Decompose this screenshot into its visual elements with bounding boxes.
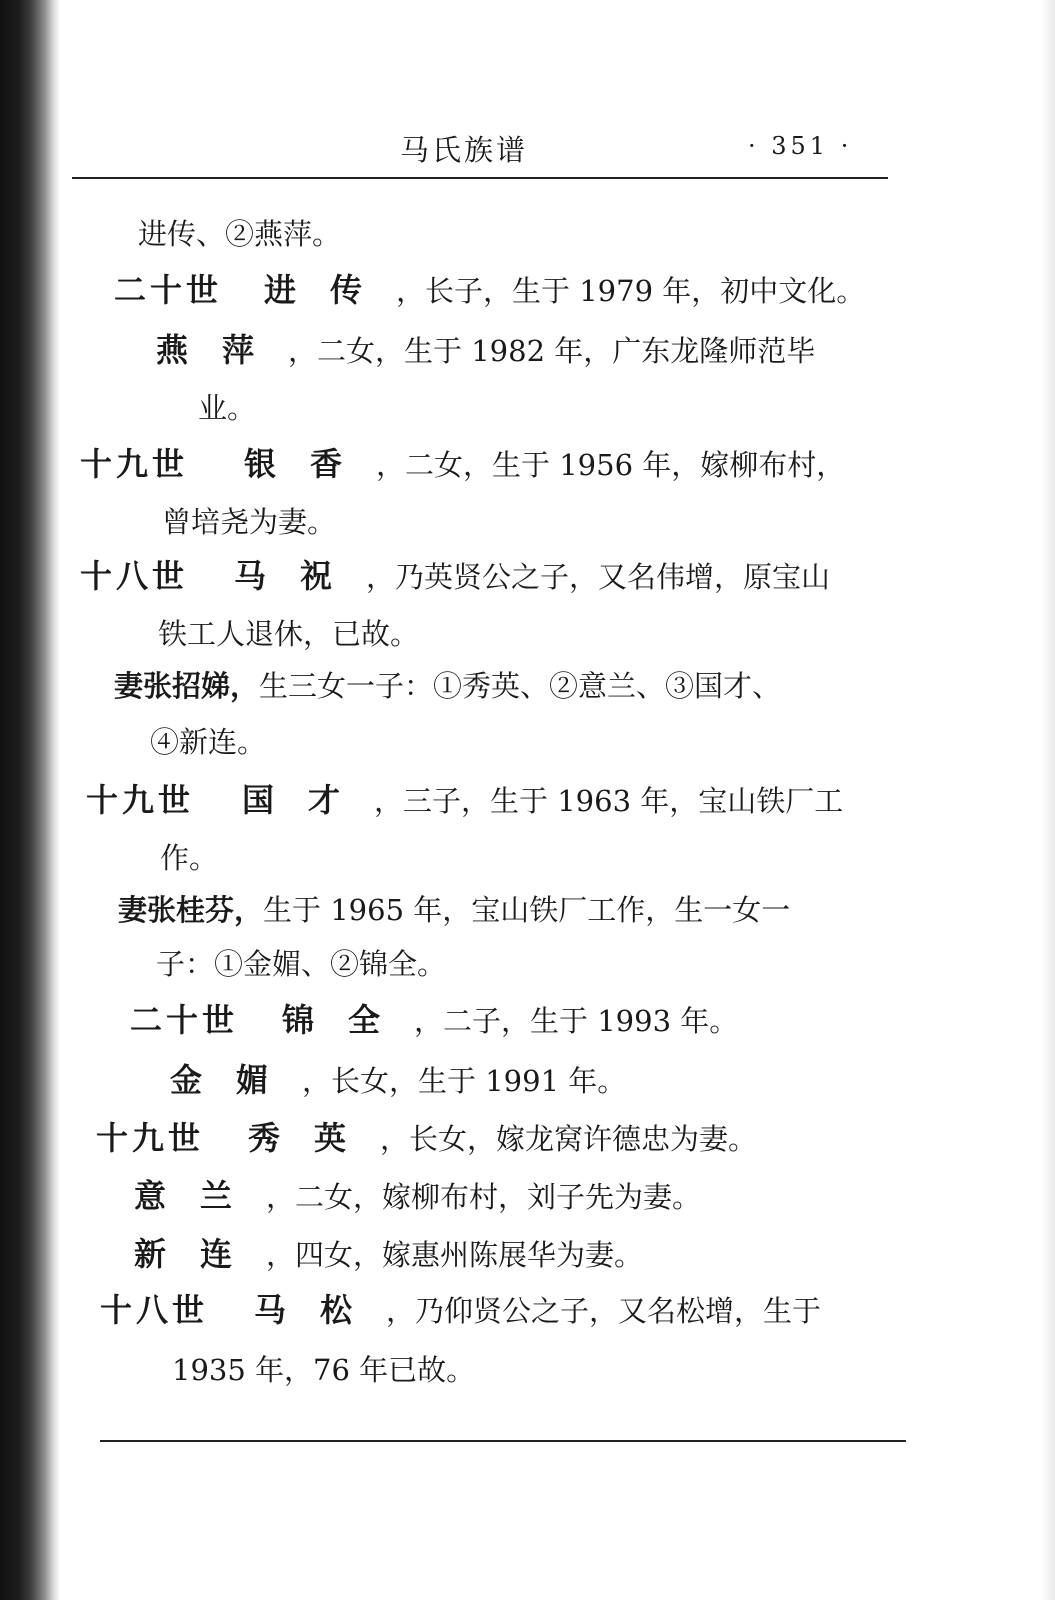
generation-label: 十九世 bbox=[80, 445, 189, 483]
entry-text: ，二女，生于 1982 年，广东龙隆师范毕 bbox=[288, 334, 816, 368]
spouse-name: 妻张桂芬， bbox=[118, 893, 264, 927]
entry-text: ，长女，嫁龙窝许德忠为妻。 bbox=[380, 1122, 758, 1156]
text-line bbox=[160, 838, 218, 878]
entry-line bbox=[156, 330, 815, 371]
person-name: 新连 bbox=[134, 1235, 267, 1273]
entry-line bbox=[86, 780, 843, 821]
person-name: 马祝 bbox=[234, 557, 367, 595]
line-text: 进传、②燕萍。 bbox=[138, 217, 342, 251]
line-text: 子：①金媚、②锦全。 bbox=[156, 947, 447, 981]
person-name: 马松 bbox=[254, 1291, 387, 1329]
generation-label: 二十世 bbox=[130, 1001, 239, 1039]
person-name: 金媚 bbox=[170, 1061, 303, 1099]
line-text: 铁工人退休，已故。 bbox=[158, 617, 420, 651]
entry-text: ，二子，生于 1993 年。 bbox=[414, 1004, 739, 1038]
entry-text: 生于 1965 年，宝山铁厂工作，生一女一 bbox=[263, 893, 791, 927]
line-text: 1935 年，76 年已故。 bbox=[172, 1353, 476, 1387]
line-text: 曾培尧为妻。 bbox=[162, 505, 337, 539]
text-line bbox=[138, 214, 341, 254]
entry-text: ，长女，生于 1991 年。 bbox=[302, 1064, 627, 1098]
generation-label: 二十世 bbox=[114, 271, 223, 309]
text-line bbox=[156, 944, 446, 984]
running-header-title: 马氏族谱 bbox=[400, 133, 529, 167]
entry-text: ，三子，生于 1963 年，宝山铁厂工 bbox=[374, 784, 844, 818]
page-binding-edge bbox=[0, 0, 60, 1600]
generation-label: 十八世 bbox=[100, 1291, 209, 1329]
entry-line bbox=[170, 1060, 626, 1101]
entry-text: ，二女，嫁柳布村，刘子先为妻。 bbox=[266, 1180, 702, 1214]
entry-text: ，乃英贤公之子，又名伟增，原宝山 bbox=[366, 560, 831, 594]
entry-line bbox=[80, 444, 845, 485]
person-name: 国才 bbox=[242, 781, 375, 819]
entry-line bbox=[80, 556, 830, 597]
page-number: · 351 · bbox=[748, 132, 853, 160]
text-line bbox=[198, 388, 256, 428]
entry-line bbox=[134, 1176, 701, 1217]
entry-text: ，长子，生于 1979 年，初中文化。 bbox=[396, 274, 866, 308]
spouse-line bbox=[114, 666, 781, 706]
spouse-name: 妻张招娣， bbox=[114, 669, 260, 703]
generation-label: 十八世 bbox=[80, 557, 189, 595]
spouse-line bbox=[118, 890, 790, 930]
entry-line bbox=[100, 1290, 821, 1331]
person-name: 锦全 bbox=[282, 1001, 415, 1039]
generation-label: 十九世 bbox=[86, 781, 195, 819]
footer-rule bbox=[100, 1440, 906, 1442]
person-name: 秀英 bbox=[248, 1119, 381, 1157]
entry-line bbox=[114, 270, 865, 311]
entry-text: ，四女，嫁惠州陈展华为妻。 bbox=[266, 1238, 644, 1272]
entry-text: 生三女一子：①秀英、②意兰、③国才、 bbox=[259, 669, 782, 703]
entry-line bbox=[96, 1118, 757, 1159]
text-line bbox=[172, 1350, 475, 1390]
entry-text: ，二女，生于 1956 年，嫁柳布村， bbox=[376, 448, 846, 482]
line-text: 业。 bbox=[198, 391, 257, 425]
generation-label: 十九世 bbox=[96, 1119, 205, 1157]
header-rule bbox=[72, 177, 888, 179]
line-text: 作。 bbox=[160, 841, 219, 875]
entry-line bbox=[130, 1000, 738, 1041]
entry-text: ，乃仰贤公之子，又名松增，生于 bbox=[386, 1294, 822, 1328]
line-text: ④新连。 bbox=[150, 725, 267, 759]
text-line bbox=[162, 502, 336, 542]
person-name: 意兰 bbox=[134, 1177, 267, 1215]
person-name: 进传 bbox=[264, 271, 397, 309]
text-line bbox=[150, 722, 266, 762]
page-right-edge bbox=[1041, 0, 1055, 1600]
person-name: 燕萍 bbox=[156, 331, 289, 369]
entry-line bbox=[134, 1234, 643, 1275]
person-name: 银香 bbox=[244, 445, 377, 483]
text-line bbox=[158, 614, 419, 654]
